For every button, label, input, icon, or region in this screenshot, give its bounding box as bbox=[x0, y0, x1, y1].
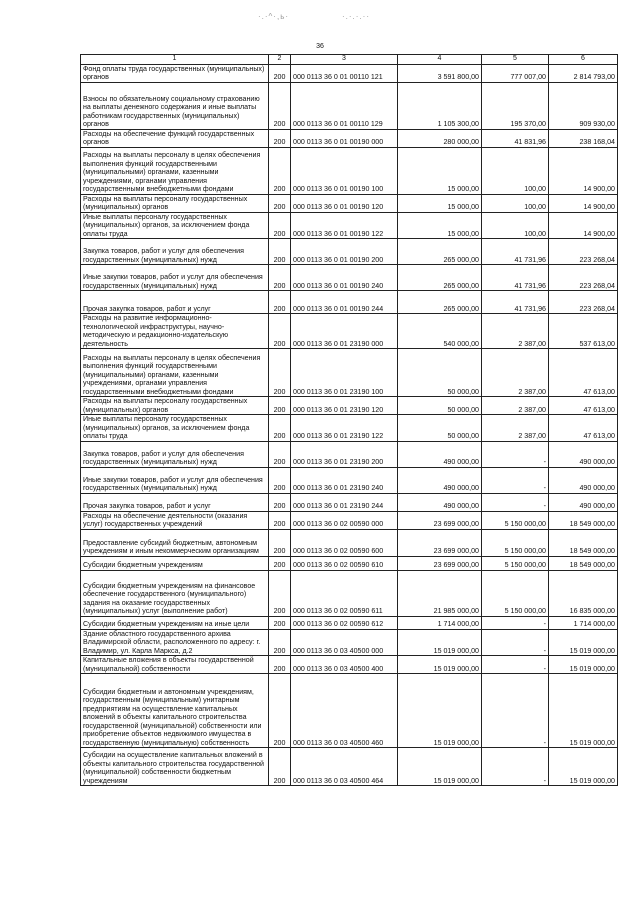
budget-classification-code: 000 0113 36 0 01 23190 122 bbox=[291, 415, 398, 442]
executed-amount: - bbox=[482, 748, 549, 786]
table-row bbox=[81, 529, 618, 556]
approved-amount: 1 714 000,00 bbox=[398, 616, 482, 629]
budget-classification-code: 000 0113 36 0 01 00190 240 bbox=[291, 265, 398, 291]
budget-classification-code: 000 0113 36 0 01 23190 120 bbox=[291, 397, 398, 415]
table-row bbox=[81, 265, 618, 291]
column-header: 6 bbox=[549, 55, 618, 65]
executed-amount: - bbox=[482, 674, 549, 748]
executed-amount: 5 150 000,00 bbox=[482, 570, 549, 616]
budget-classification-code: 000 0113 36 0 02 00590 612 bbox=[291, 616, 398, 629]
budget-classification-code: 000 0113 36 0 01 00110 121 bbox=[291, 64, 398, 82]
column-header: 2 bbox=[269, 55, 291, 65]
remaining-amount: 223 268,04 bbox=[549, 265, 618, 291]
row-code: 200 bbox=[269, 194, 291, 212]
executed-amount: 5 150 000,00 bbox=[482, 556, 549, 570]
table-row bbox=[81, 314, 618, 349]
remaining-amount: 16 835 000,00 bbox=[549, 570, 618, 616]
row-name: Субсидии бюджетным учреждениям bbox=[81, 556, 269, 570]
remaining-amount: 490 000,00 bbox=[549, 467, 618, 493]
budget-classification-code: 000 0113 36 0 01 00190 122 bbox=[291, 212, 398, 239]
approved-amount: 490 000,00 bbox=[398, 441, 482, 467]
remaining-amount: 1 714 000,00 bbox=[549, 616, 618, 629]
executed-amount: 100,00 bbox=[482, 194, 549, 212]
row-code: 200 bbox=[269, 291, 291, 314]
row-name: Предоставление субсидий бюджетным, автономным учреждениям и иным некоммерческим организациям bbox=[81, 529, 269, 556]
approved-amount: 15 000,00 bbox=[398, 212, 482, 239]
row-code: 200 bbox=[269, 511, 291, 529]
remaining-amount: 223 268,04 bbox=[549, 239, 618, 265]
row-code: 200 bbox=[269, 529, 291, 556]
row-name: Субсидии бюджетным учреждениям на иные цели bbox=[81, 616, 269, 629]
row-code: 200 bbox=[269, 656, 291, 674]
column-header: 5 bbox=[482, 55, 549, 65]
row-name: Иные выплаты персоналу государственных (муниципальных) органов, за исключением фонда оплаты труда bbox=[81, 212, 269, 239]
budget-classification-code: 000 0113 36 0 03 40500 460 bbox=[291, 674, 398, 748]
row-code: 200 bbox=[269, 629, 291, 656]
executed-amount: 777 007,00 bbox=[482, 64, 549, 82]
table-row bbox=[81, 291, 618, 314]
approved-amount: 15 019 000,00 bbox=[398, 629, 482, 656]
approved-amount: 1 105 300,00 bbox=[398, 82, 482, 129]
row-name: Расходы на выплаты персоналу государственных (муниципальных) органов bbox=[81, 397, 269, 415]
row-name: Расходы на обеспечение функций государственных органов bbox=[81, 129, 269, 147]
table-row bbox=[81, 748, 618, 786]
executed-amount: 2 387,00 bbox=[482, 349, 549, 397]
row-code: 200 bbox=[269, 748, 291, 786]
row-name: Расходы на выплаты персоналу в целях обеспечения выполнения функций государственными (муниципальными) органами, казенными учреждениями, органами управления государственными внебюджетными фондами bbox=[81, 349, 269, 397]
table-row bbox=[81, 397, 618, 415]
approved-amount: 280 000,00 bbox=[398, 129, 482, 147]
approved-amount: 21 985 000,00 bbox=[398, 570, 482, 616]
row-name: Фонд оплаты труда государственных (муниципальных) органов bbox=[81, 64, 269, 82]
row-code: 200 bbox=[269, 674, 291, 748]
row-name: Закупка товаров, работ и услуг для обеспечения государственных (муниципальных) нужд bbox=[81, 441, 269, 467]
budget-classification-code: 000 0113 36 0 01 00190 244 bbox=[291, 291, 398, 314]
table-row bbox=[81, 212, 618, 239]
table-row bbox=[81, 64, 618, 82]
column-number-row bbox=[81, 55, 618, 65]
remaining-amount: 15 019 000,00 bbox=[549, 629, 618, 656]
table-row bbox=[81, 656, 618, 674]
row-name: Прочая закупка товаров, работ и услуг bbox=[81, 291, 269, 314]
row-name: Расходы на выплаты персоналу в целях обеспечения выполнения функций государственными (муниципальными) органами, казенными учреждениями, органами управления государственными внебюджетными фондами bbox=[81, 147, 269, 194]
row-code: 200 bbox=[269, 397, 291, 415]
remaining-amount: 490 000,00 bbox=[549, 493, 618, 511]
row-code: 200 bbox=[269, 147, 291, 194]
row-code: 200 bbox=[269, 64, 291, 82]
row-code: 200 bbox=[269, 493, 291, 511]
executed-amount: 2 387,00 bbox=[482, 397, 549, 415]
executed-amount: 100,00 bbox=[482, 212, 549, 239]
row-code: 200 bbox=[269, 570, 291, 616]
table-row bbox=[81, 616, 618, 629]
row-code: 200 bbox=[269, 441, 291, 467]
remaining-amount: 15 019 000,00 bbox=[549, 656, 618, 674]
executed-amount: - bbox=[482, 656, 549, 674]
executed-amount: 41 731,96 bbox=[482, 239, 549, 265]
budget-classification-code: 000 0113 36 0 01 23190 244 bbox=[291, 493, 398, 511]
row-name: Взносы по обязательному социальному страхованию на выплаты денежного содержания и иные выплаты работникам государственных (муниципальных) органов bbox=[81, 82, 269, 129]
table-row bbox=[81, 556, 618, 570]
row-name: Здание областного государственного архива Владимирской области, расположенного по адресу: г. Владимир, ул. Карла Маркса, д.2 bbox=[81, 629, 269, 656]
table-row bbox=[81, 674, 618, 748]
budget-classification-code: 000 0113 36 0 01 23190 000 bbox=[291, 314, 398, 349]
table-row bbox=[81, 349, 618, 397]
row-name: Субсидии бюджетным учреждениям на финансовое обеспечение государственного (муниципального) задания на оказание государственных (муниципальных) услуг (выполнение работ) bbox=[81, 570, 269, 616]
executed-amount: 100,00 bbox=[482, 147, 549, 194]
table-row bbox=[81, 129, 618, 147]
page-number: 36 bbox=[316, 43, 324, 50]
budget-classification-code: 000 0113 36 0 03 40500 464 bbox=[291, 748, 398, 786]
approved-amount: 3 591 800,00 bbox=[398, 64, 482, 82]
table-row bbox=[81, 194, 618, 212]
budget-classification-code: 000 0113 36 0 02 00590 000 bbox=[291, 511, 398, 529]
remaining-amount: 15 019 000,00 bbox=[549, 748, 618, 786]
row-code: 200 bbox=[269, 349, 291, 397]
row-name: Расходы на выплаты персоналу государственных (муниципальных) органов bbox=[81, 194, 269, 212]
row-name: Расходы на развитие информационно-технологической инфраструктуры, научно-методическую и редакционно-издательскую деятельность bbox=[81, 314, 269, 349]
approved-amount: 50 000,00 bbox=[398, 397, 482, 415]
scan-artifact-left: ·.·^·,ь· bbox=[258, 12, 290, 21]
approved-amount: 265 000,00 bbox=[398, 265, 482, 291]
row-code: 200 bbox=[269, 314, 291, 349]
remaining-amount: 18 549 000,00 bbox=[549, 529, 618, 556]
budget-classification-code: 000 0113 36 0 03 40500 000 bbox=[291, 629, 398, 656]
row-name: Иные закупки товаров, работ и услуг для обеспечения государственных (муниципальных) нужд bbox=[81, 265, 269, 291]
remaining-amount: 15 019 000,00 bbox=[549, 674, 618, 748]
table-row bbox=[81, 147, 618, 194]
budget-classification-code: 000 0113 36 0 02 00590 600 bbox=[291, 529, 398, 556]
row-name: Расходы на обеспечение деятельности (оказания услуг) государственных учреждений bbox=[81, 511, 269, 529]
table-row bbox=[81, 415, 618, 442]
budget-classification-code: 000 0113 36 0 01 23190 240 bbox=[291, 467, 398, 493]
executed-amount: 41 731,96 bbox=[482, 291, 549, 314]
executed-amount: - bbox=[482, 493, 549, 511]
row-name: Прочая закупка товаров, работ и услуг bbox=[81, 493, 269, 511]
executed-amount: 41 731,96 bbox=[482, 265, 549, 291]
remaining-amount: 223 268,04 bbox=[549, 291, 618, 314]
row-name: Иные закупки товаров, работ и услуг для обеспечения государственных (муниципальных) нужд bbox=[81, 467, 269, 493]
remaining-amount: 909 930,00 bbox=[549, 82, 618, 129]
row-name: Закупка товаров, работ и услуг для обеспечения государственных (муниципальных) нужд bbox=[81, 239, 269, 265]
scan-artifact-right: ·.·.·.·· bbox=[342, 12, 370, 21]
remaining-amount: 18 549 000,00 bbox=[549, 556, 618, 570]
remaining-amount: 14 900,00 bbox=[549, 147, 618, 194]
column-header: 4 bbox=[398, 55, 482, 65]
table-row bbox=[81, 441, 618, 467]
approved-amount: 23 699 000,00 bbox=[398, 556, 482, 570]
approved-amount: 15 000,00 bbox=[398, 194, 482, 212]
executed-amount: 195 370,00 bbox=[482, 82, 549, 129]
column-header: 3 bbox=[291, 55, 398, 65]
approved-amount: 50 000,00 bbox=[398, 349, 482, 397]
budget-classification-code: 000 0113 36 0 02 00590 611 bbox=[291, 570, 398, 616]
executed-amount: - bbox=[482, 441, 549, 467]
budget-classification-code: 000 0113 36 0 03 40500 400 bbox=[291, 656, 398, 674]
remaining-amount: 537 613,00 bbox=[549, 314, 618, 349]
row-code: 200 bbox=[269, 467, 291, 493]
remaining-amount: 238 168,04 bbox=[549, 129, 618, 147]
approved-amount: 490 000,00 bbox=[398, 493, 482, 511]
remaining-amount: 14 900,00 bbox=[549, 194, 618, 212]
remaining-amount: 2 814 793,00 bbox=[549, 64, 618, 82]
approved-amount: 23 699 000,00 bbox=[398, 511, 482, 529]
row-name: Субсидии бюджетным и автономным учреждениям, государственным (муниципальным) унитарным предприятиям на осуществление капитальных вложений в объекты капитального строительства государственной (муниципальной) собственности или приобретение объектов недвижимого имущества в государственную (муниципальную) собственность bbox=[81, 674, 269, 748]
approved-amount: 490 000,00 bbox=[398, 467, 482, 493]
row-name: Иные выплаты персоналу государственных (муниципальных) органов, за исключением фонда оплаты труда bbox=[81, 415, 269, 442]
approved-amount: 15 019 000,00 bbox=[398, 656, 482, 674]
executed-amount: - bbox=[482, 629, 549, 656]
row-code: 200 bbox=[269, 265, 291, 291]
remaining-amount: 47 613,00 bbox=[549, 397, 618, 415]
column-header: 1 bbox=[81, 55, 269, 65]
row-code: 200 bbox=[269, 556, 291, 570]
row-name: Капитальные вложения в объекты государственной (муниципальной) собственности bbox=[81, 656, 269, 674]
table-row bbox=[81, 511, 618, 529]
budget-classification-code: 000 0113 36 0 01 00190 100 bbox=[291, 147, 398, 194]
approved-amount: 265 000,00 bbox=[398, 239, 482, 265]
row-code: 200 bbox=[269, 129, 291, 147]
table-row bbox=[81, 570, 618, 616]
budget-classification-code: 000 0113 36 0 02 00590 610 bbox=[291, 556, 398, 570]
budget-execution-table bbox=[80, 54, 618, 786]
table-row bbox=[81, 239, 618, 265]
budget-classification-code: 000 0113 36 0 01 00110 129 bbox=[291, 82, 398, 129]
remaining-amount: 47 613,00 bbox=[549, 349, 618, 397]
budget-classification-code: 000 0113 36 0 01 23190 100 bbox=[291, 349, 398, 397]
row-code: 200 bbox=[269, 212, 291, 239]
budget-classification-code: 000 0113 36 0 01 00190 000 bbox=[291, 129, 398, 147]
approved-amount: 15 019 000,00 bbox=[398, 748, 482, 786]
table-row bbox=[81, 629, 618, 656]
remaining-amount: 490 000,00 bbox=[549, 441, 618, 467]
budget-classification-code: 000 0113 36 0 01 00190 120 bbox=[291, 194, 398, 212]
approved-amount: 15 000,00 bbox=[398, 147, 482, 194]
row-code: 200 bbox=[269, 82, 291, 129]
budget-classification-code: 000 0113 36 0 01 23190 200 bbox=[291, 441, 398, 467]
approved-amount: 15 019 000,00 bbox=[398, 674, 482, 748]
approved-amount: 540 000,00 bbox=[398, 314, 482, 349]
executed-amount: 2 387,00 bbox=[482, 314, 549, 349]
table-row bbox=[81, 82, 618, 129]
row-code: 200 bbox=[269, 415, 291, 442]
table-row bbox=[81, 467, 618, 493]
executed-amount: 5 150 000,00 bbox=[482, 529, 549, 556]
executed-amount: 2 387,00 bbox=[482, 415, 549, 442]
executed-amount: 5 150 000,00 bbox=[482, 511, 549, 529]
approved-amount: 265 000,00 bbox=[398, 291, 482, 314]
remaining-amount: 47 613,00 bbox=[549, 415, 618, 442]
executed-amount: - bbox=[482, 616, 549, 629]
approved-amount: 50 000,00 bbox=[398, 415, 482, 442]
remaining-amount: 18 549 000,00 bbox=[549, 511, 618, 529]
row-code: 200 bbox=[269, 239, 291, 265]
approved-amount: 23 699 000,00 bbox=[398, 529, 482, 556]
remaining-amount: 14 900,00 bbox=[549, 212, 618, 239]
executed-amount: - bbox=[482, 467, 549, 493]
table-row bbox=[81, 493, 618, 511]
row-code: 200 bbox=[269, 616, 291, 629]
row-name: Субсидии на осуществление капитальных вложений в объекты капитального строительства государственной (муниципальной) собственности бюджетным учреждениям bbox=[81, 748, 269, 786]
executed-amount: 41 831,96 bbox=[482, 129, 549, 147]
budget-classification-code: 000 0113 36 0 01 00190 200 bbox=[291, 239, 398, 265]
